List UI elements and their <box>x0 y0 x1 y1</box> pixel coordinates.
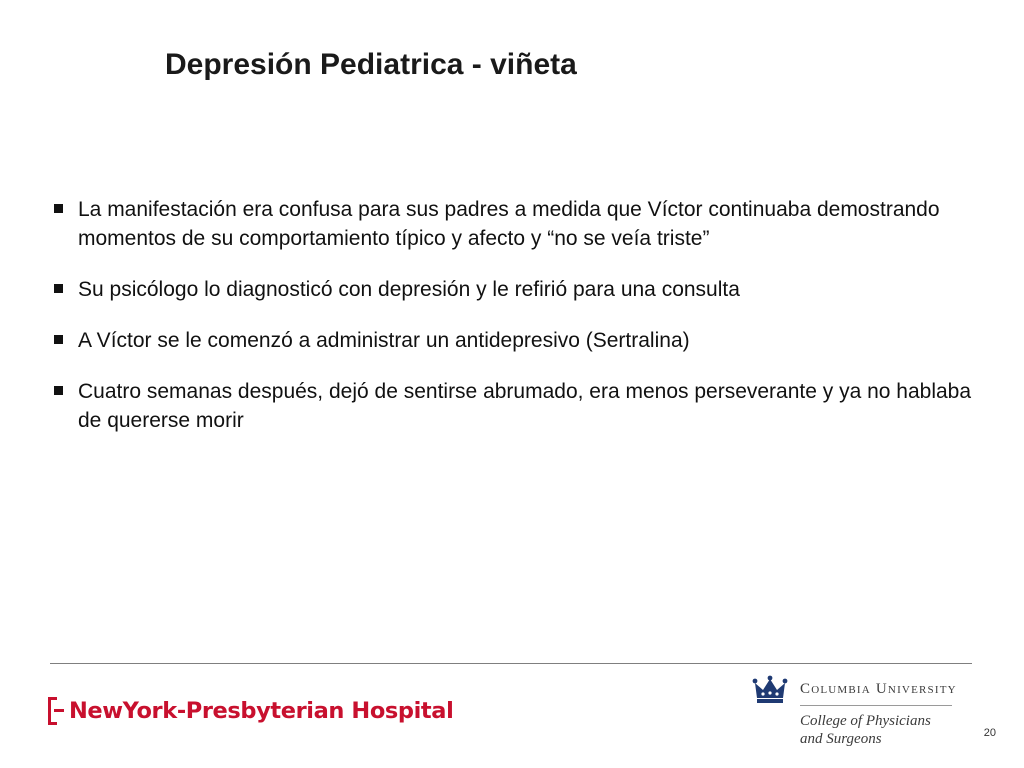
bullet-text: Cuatro semanas después, dejó de sentirse abrumado, era menos perseverante y ya no hablaba de quererse morir <box>78 380 972 432</box>
square-bullet-icon <box>54 284 63 293</box>
footer-divider <box>50 663 972 664</box>
college-name-line2: and Surgeons <box>800 731 882 747</box>
bullet-text: A Víctor se le comenzó a administrar un antidepresivo (Sertralina) <box>78 329 690 352</box>
square-bullet-icon <box>54 204 63 213</box>
square-bullet-icon <box>54 386 63 395</box>
bullet-list <box>50 195 980 457</box>
bullet-item <box>50 275 980 304</box>
hospital-logo-text: NewYork-Presbyterian Hospital <box>69 698 454 724</box>
bullet-text: Su psicólogo lo diagnosticó con depresión y le refirió para una consulta <box>78 278 740 301</box>
hospital-logo <box>48 697 453 725</box>
university-logo <box>752 673 957 748</box>
columbia-crown-icon <box>752 675 788 707</box>
bullet-item <box>50 377 980 435</box>
slide-title: Depresión Pediatrica - viñeta <box>165 48 577 81</box>
bullet-item <box>50 326 980 355</box>
square-bullet-icon <box>54 335 63 344</box>
bullet-item <box>50 195 980 253</box>
university-divider <box>800 705 952 706</box>
college-name-line1: College of Physicians <box>800 713 931 729</box>
nyp-bracket-icon <box>48 697 64 725</box>
university-name: Columbia University <box>800 681 957 697</box>
page-number: 20 <box>983 727 996 739</box>
bullet-text: La manifestación era confusa para sus padres a medida que Víctor continuaba demostrando momentos de su comportamiento típico y afecto y “no se veía triste” <box>78 198 940 250</box>
